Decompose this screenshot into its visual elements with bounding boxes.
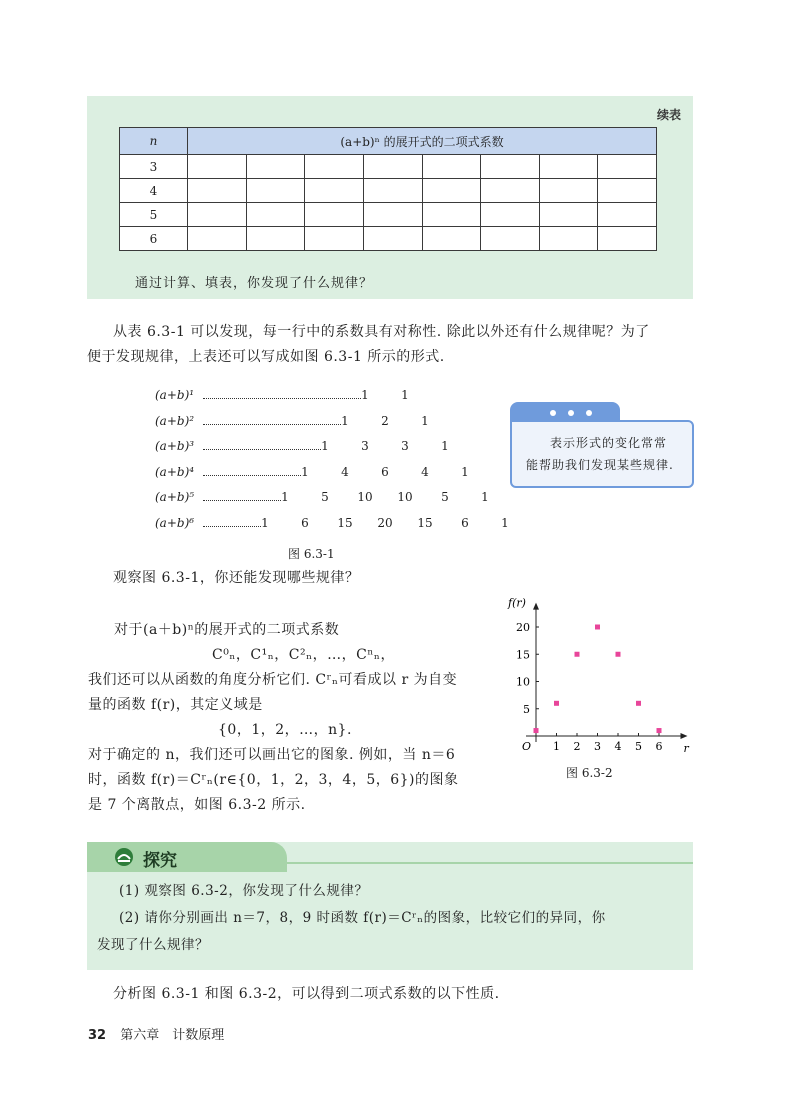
explore-content	[97, 878, 606, 959]
observe-text: 观察图 6.3-1，你还能发现哪些规律？	[113, 570, 360, 586]
data-point	[636, 701, 641, 706]
triangle-row-label: (a+b)⁵	[155, 490, 195, 504]
dot-icon	[550, 410, 556, 416]
paragraph-line: 从表 6.3-1 可以发现，每一行中的系数具有对称性. 除此以外还有什么规律呢？为了	[113, 324, 650, 340]
note-line: 能帮助我们发现某些规律.	[526, 458, 674, 472]
x-tick-label: 3	[594, 740, 601, 753]
scatter-chart	[500, 590, 690, 760]
triangle-value: 4	[421, 464, 429, 479]
triangle-value: 6	[301, 515, 309, 530]
triangle-value: 1	[361, 388, 369, 402]
row-n: 5	[120, 203, 188, 227]
triangle-value: 1	[501, 515, 509, 530]
triangle-value: 1	[321, 439, 329, 453]
x-tick-label: 4	[614, 740, 622, 753]
paragraph-1	[87, 320, 650, 370]
data-point	[657, 728, 662, 733]
binomial-table	[119, 127, 657, 251]
note-box	[510, 402, 694, 486]
triangle-value: 1	[301, 464, 309, 479]
explore-question-1: (1) 观察图 6.3-2，你发现了什么规律？	[119, 883, 369, 899]
triangle-row	[155, 414, 485, 430]
paragraph-2	[88, 618, 488, 818]
triangle-value: 1	[461, 464, 469, 479]
triangle-row-label: (a+b)³	[155, 439, 195, 453]
triangle-row	[155, 439, 485, 455]
leader-dots	[203, 475, 301, 476]
paragraph-line: 我们还可以从函数的角度分析它们. Cʳₙ可看成以 r 为自变	[88, 672, 458, 688]
triangle-value: 20	[377, 515, 393, 530]
page-footer	[88, 1024, 224, 1043]
domain-line: {0，1，2，…，n}.	[218, 722, 353, 738]
x-tick-label: 6	[655, 740, 663, 753]
y-tick-label: 5	[523, 702, 530, 716]
formula-line: C⁰ₙ，C¹ₙ，C²ₙ，…，Cⁿₙ，	[212, 647, 395, 663]
note-body	[510, 420, 694, 488]
data-point	[575, 652, 580, 657]
explore-question-2-cont: 发现了什么规律？	[97, 937, 209, 953]
paragraph-line: 对于(a＋b)ⁿ的展开式的二项式系数	[114, 622, 340, 638]
figure-caption-6-3-2: 图 6.3-2	[566, 766, 613, 780]
continued-label: 续表	[656, 108, 681, 122]
origin-label: O	[522, 740, 532, 753]
triangle-row-label: (a+b)⁴	[155, 464, 195, 479]
paragraph-line: 是 7 个离散点，如图 6.3-2 所示.	[88, 797, 306, 813]
dot-icon	[586, 410, 592, 416]
note-line: 表示形式的变化常常	[550, 436, 668, 450]
x-axis-arrow	[681, 733, 688, 739]
leader-dots	[203, 449, 321, 450]
leader-dots	[203, 424, 341, 425]
triangle-value: 1	[441, 439, 449, 453]
table-row	[120, 227, 657, 251]
triangle-row	[155, 515, 509, 532]
triangle-value: 10	[357, 490, 373, 504]
final-sentence: 分析图 6.3-1 和图 6.3-2，可以得到二项式系数的以下性质.	[113, 986, 500, 1002]
triangle-value: 1	[481, 490, 489, 504]
triangle-row-label: (a+b)²	[155, 413, 195, 428]
dot-icon	[568, 410, 574, 416]
paragraph-line: 对于确定的 n，我们还可以画出它的图象. 例如，当 n＝6	[88, 747, 456, 763]
table-header-row	[120, 128, 657, 155]
chapter-title: 第六章 计数原理	[120, 1028, 225, 1043]
explore-icon	[113, 847, 135, 867]
page-number: 32	[88, 1028, 107, 1043]
triangle-value: 5	[321, 490, 329, 504]
triangle-row	[155, 490, 489, 506]
paragraph-line: 量的函数 f(r)，其定义域是	[88, 697, 263, 713]
triangle-value: 6	[381, 464, 389, 479]
triangle-row-label: (a+b)⁶	[155, 515, 195, 530]
row-n: 6	[120, 227, 188, 251]
figure-caption-6-3-1: 图 6.3-1	[288, 547, 335, 561]
data-point	[534, 728, 539, 733]
triangle-value: 1	[261, 515, 269, 530]
y-tick-label: 20	[516, 621, 530, 634]
data-point	[595, 625, 600, 630]
x-tick-label: 2	[573, 740, 581, 753]
paragraph-line: 便于发现规律，上表还可以写成如图 6.3-1 所示的形式.	[87, 349, 445, 365]
table-row	[120, 179, 657, 203]
triangle-value: 2	[381, 413, 389, 428]
y-tick-label: 10	[516, 675, 530, 689]
leader-dots	[203, 500, 281, 501]
triangle-row	[155, 388, 485, 404]
triangle-value: 3	[401, 439, 409, 453]
y-axis-label: f(r)	[508, 596, 526, 610]
leader-dots	[203, 398, 361, 399]
triangle-value: 3	[361, 439, 369, 453]
data-point	[554, 701, 559, 706]
y-axis-arrow	[533, 603, 539, 610]
triangle-value: 1	[401, 388, 409, 402]
y-tick-label: 15	[516, 648, 530, 662]
row-n: 4	[120, 179, 188, 203]
triangle-value: 15	[417, 515, 433, 530]
triangle-value: 4	[341, 464, 349, 479]
x-tick-label: 1	[553, 740, 560, 753]
triangle-value: 1	[341, 413, 349, 428]
header-coefficients: (a+b)ⁿ 的展开式的二项式系数	[188, 128, 657, 155]
explore-box	[87, 842, 693, 970]
triangle-value: 15	[337, 515, 353, 530]
x-tick-label: 5	[635, 740, 642, 753]
triangle-row-label: (a+b)¹	[155, 388, 195, 402]
header-n: n	[120, 128, 188, 155]
triangle-value: 5	[441, 490, 449, 504]
triangle-row	[155, 465, 485, 481]
triangle-value: 10	[397, 490, 413, 504]
explore-title: 探究	[143, 851, 177, 871]
table-box	[87, 96, 693, 299]
triangle-value: 1	[281, 490, 289, 504]
row-n: 3	[120, 155, 188, 179]
explore-question-2: (2) 请你分别画出 n＝7，8，9 时函数 f(r)＝Cʳₙ的图象，比较它们的异同，你	[119, 910, 606, 926]
explore-header	[87, 842, 287, 872]
paragraph-line: 时，函数 f(r)＝Cʳₙ(r∈{0，1，2，3，4，5，6})的图象	[88, 772, 459, 788]
x-axis-label: r	[683, 742, 689, 755]
table-row	[120, 203, 657, 227]
table-question: 通过计算、填表，你发现了什么规律？	[135, 276, 374, 291]
table-row	[120, 155, 657, 179]
triangle-value: 6	[461, 515, 469, 530]
data-point	[616, 652, 621, 657]
triangle-value: 1	[421, 413, 429, 428]
pascal-triangle-figure	[155, 388, 509, 538]
